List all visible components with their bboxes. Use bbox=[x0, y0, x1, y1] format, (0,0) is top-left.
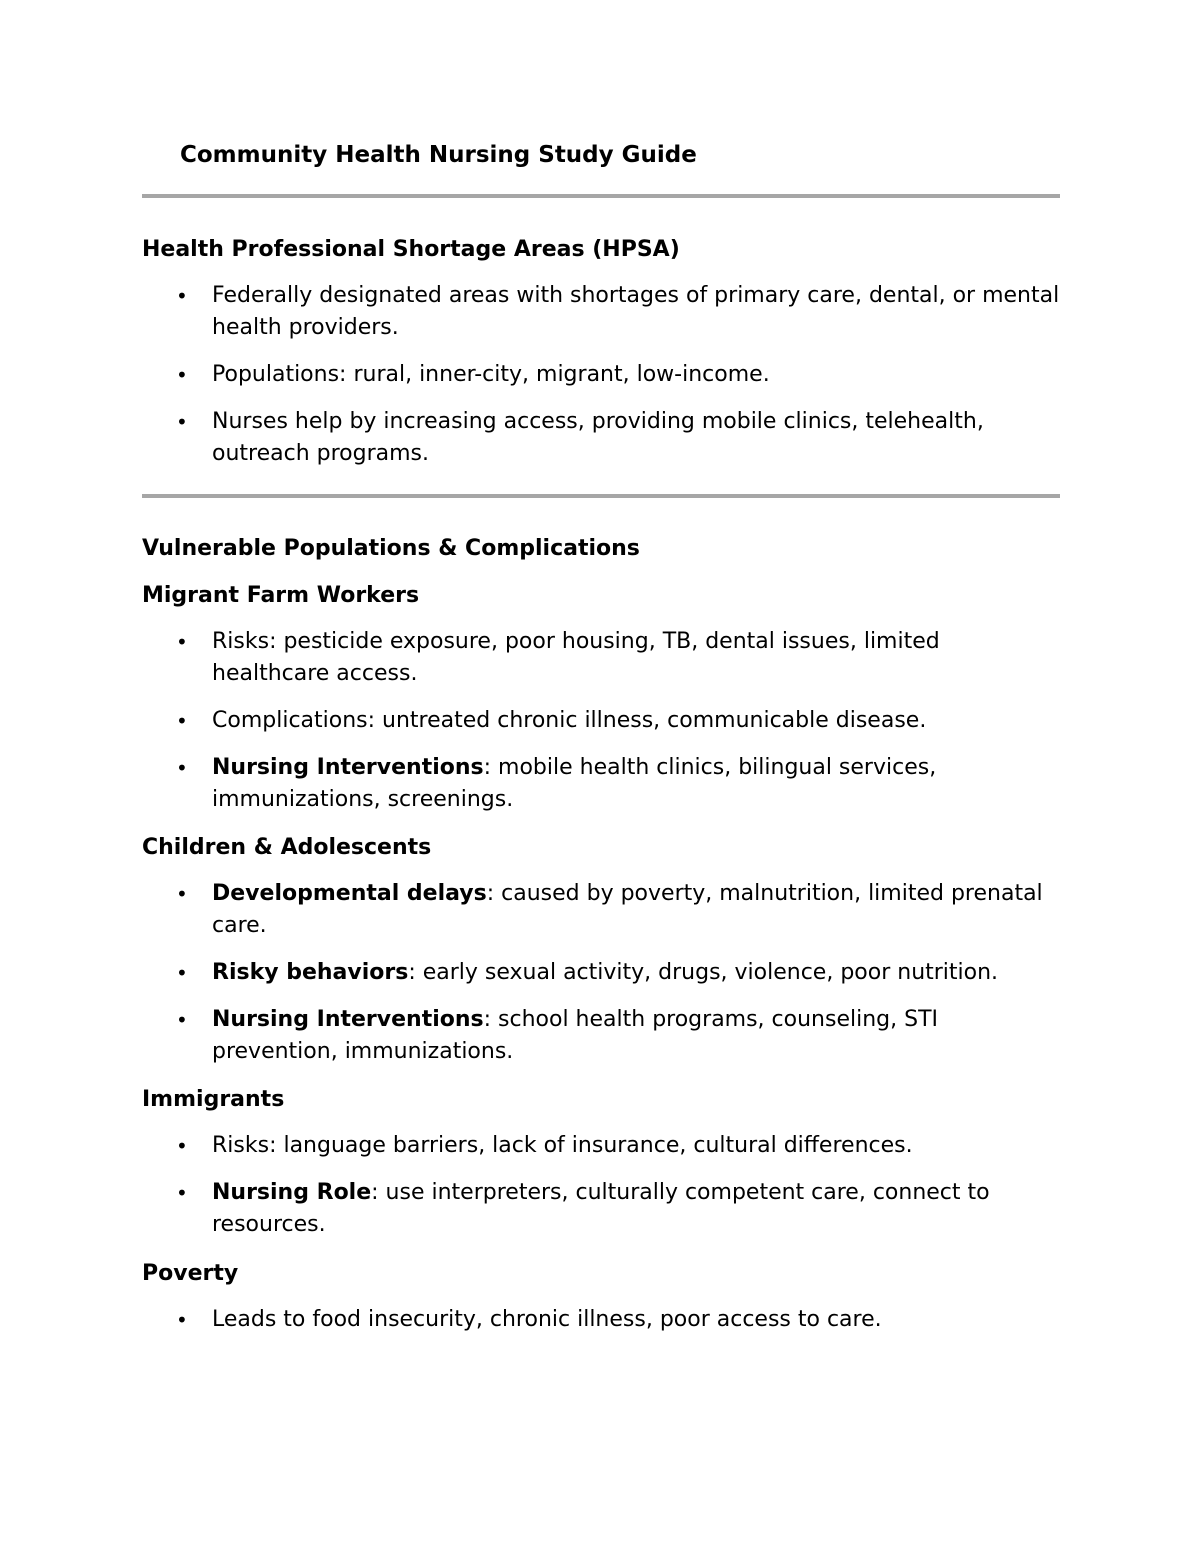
list-item bbox=[142, 1177, 1060, 1241]
list-item bbox=[142, 957, 1060, 989]
hpsa-heading: Health Professional Shortage Areas (HPSA) bbox=[142, 237, 680, 262]
list-item-label: Risky behaviors bbox=[212, 960, 409, 985]
bullet-icon: • bbox=[176, 961, 188, 985]
bullet-icon: • bbox=[176, 630, 188, 654]
hpsa-list bbox=[142, 280, 1060, 470]
list-item bbox=[142, 752, 1060, 816]
list-item bbox=[142, 878, 1060, 942]
list-item bbox=[142, 1130, 1060, 1162]
migrant-section bbox=[142, 581, 1060, 816]
list-item-text: Risks: language barriers, lack of insurance, cultural differences. bbox=[212, 1133, 913, 1158]
list-item-text: Federally designated areas with shortages of primary care, dental, or mental health providers. bbox=[212, 283, 1060, 340]
bullet-icon: • bbox=[176, 756, 188, 780]
list-item-text: Nurses help by increasing access, providing mobile clinics, telehealth, outreach programs. bbox=[212, 409, 984, 466]
list-item bbox=[142, 406, 1060, 470]
bullet-icon: • bbox=[176, 882, 188, 906]
immigrants-section bbox=[142, 1085, 1060, 1241]
children-list bbox=[142, 878, 1060, 1068]
list-item bbox=[142, 280, 1060, 344]
bullet-icon: • bbox=[176, 1181, 188, 1205]
poverty-heading: Poverty bbox=[142, 1261, 239, 1286]
bullet-icon: • bbox=[176, 410, 188, 434]
list-item bbox=[142, 1304, 1060, 1336]
bullet-icon: • bbox=[176, 1008, 188, 1032]
immigrants-heading: Immigrants bbox=[142, 1087, 285, 1112]
list-item-text: Leads to food insecurity, chronic illness, poor access to care. bbox=[212, 1307, 882, 1332]
children-heading: Children & Adolescents bbox=[142, 835, 432, 860]
list-item-text: : school health programs, counseling, STI prevention, immunizations. bbox=[212, 1007, 938, 1064]
list-item-text: : early sexual activity, drugs, violence, poor nutrition. bbox=[408, 960, 999, 985]
bullet-icon: • bbox=[176, 709, 188, 733]
children-section bbox=[142, 833, 1060, 1068]
list-item bbox=[142, 1004, 1060, 1068]
section-divider bbox=[142, 494, 1060, 498]
list-item-text: : mobile health clinics, bilingual services, immunizations, screenings. bbox=[212, 755, 937, 812]
list-item-text: Risks: pesticide exposure, poor housing, TB, dental issues, limited healthcare access. bbox=[212, 629, 940, 686]
document-title: Community Health Nursing Study Guide bbox=[180, 142, 697, 168]
bullet-icon: • bbox=[176, 1308, 188, 1332]
vulnerable-section bbox=[142, 534, 1060, 564]
list-item-label: Nursing Interventions bbox=[212, 755, 484, 780]
poverty-section bbox=[142, 1259, 1060, 1336]
list-item-text: Complications: untreated chronic illness, communicable disease. bbox=[212, 708, 927, 733]
vulnerable-heading: Vulnerable Populations & Complications bbox=[142, 536, 640, 561]
list-item bbox=[142, 359, 1060, 391]
poverty-list bbox=[142, 1304, 1060, 1336]
top-divider bbox=[142, 194, 1060, 198]
immigrants-list bbox=[142, 1130, 1060, 1241]
list-item-label: Nursing Interventions bbox=[212, 1007, 484, 1032]
list-item-text: : caused by poverty, malnutrition, limited prenatal care. bbox=[212, 881, 1043, 938]
hpsa-section bbox=[142, 235, 1060, 470]
list-item-text: Populations: rural, inner-city, migrant, low-income. bbox=[212, 362, 770, 387]
bullet-icon: • bbox=[176, 1134, 188, 1158]
list-item-label: Nursing Role bbox=[212, 1180, 372, 1205]
migrant-list bbox=[142, 626, 1060, 816]
list-item bbox=[142, 705, 1060, 737]
list-item-text: : use interpreters, culturally competent care, connect to resources. bbox=[212, 1180, 990, 1237]
bullet-icon: • bbox=[176, 363, 188, 387]
list-item-label: Developmental delays bbox=[212, 881, 487, 906]
list-item bbox=[142, 626, 1060, 690]
bullet-icon: • bbox=[176, 284, 188, 308]
migrant-heading: Migrant Farm Workers bbox=[142, 583, 420, 608]
